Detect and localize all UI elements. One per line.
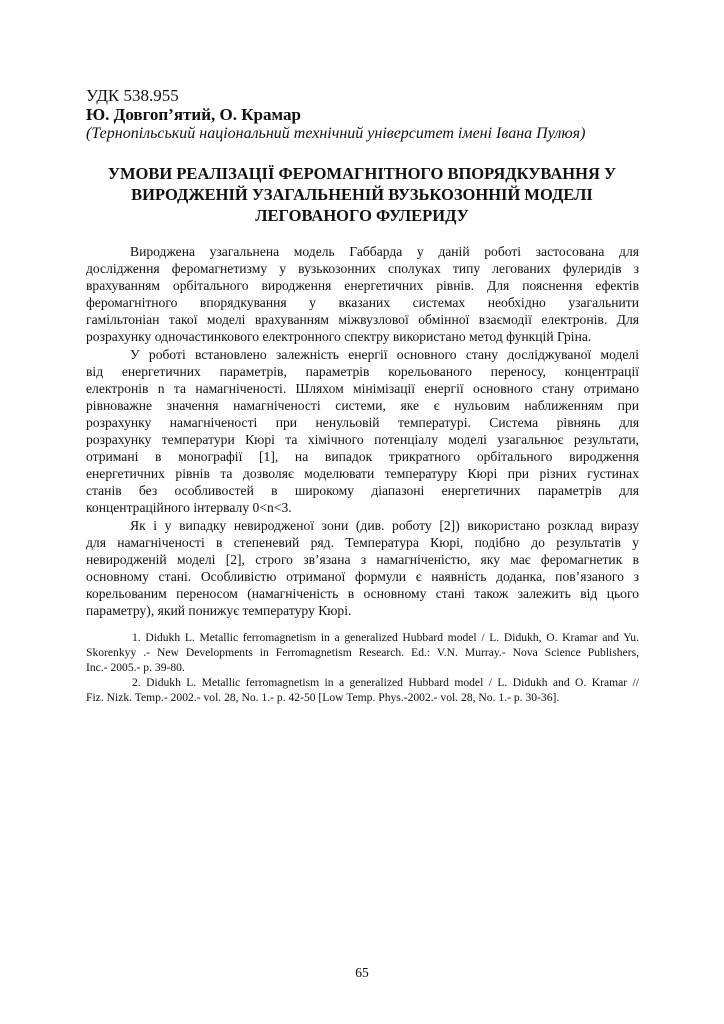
title-line: ЛЕГОВАНОГО ФУЛЕРИДУ (255, 206, 469, 225)
authors: Ю. Довгоп’ятий, О. Крамар (86, 105, 301, 124)
reference-line: Skorenkyy .- New Developments in Ferromagnetism Research. Ed.: V.N. Murray.- Nova Science Publishers, (86, 646, 639, 659)
body-text (86, 243, 639, 619)
text-line: гамільтоніан такої моделі врахуванням міжвузлової обмінної взаємодії електронів. Для (86, 312, 639, 328)
page-number: 65 (355, 965, 369, 980)
paper-header (86, 86, 646, 143)
text-line: параметру), який понижує температуру Кюрі. (86, 602, 352, 618)
text-line: від енергетичних параметрів, параметрів корельованого переносу, концентрації (86, 363, 639, 379)
text-line: розрахунку намагніченості при ненульовій температурі. Система рівнянь для (86, 414, 639, 430)
text-line: для намагніченості в степеневий ряд. Температура Кюрі, подібно до результатів у (86, 534, 639, 550)
text-line: станів без особливостей в широкому діапазоні енергетичних параметрів для (86, 483, 639, 499)
text-line: основному стані. Особливістю отриманої формули є наявність доданка, пов’язаного з (86, 568, 639, 584)
text-line: рівноважне значення намагніченості системи, яке є нульовим наближенням при (86, 397, 639, 413)
reference-line: Inc.- 2005.- p. 39-80. (86, 661, 185, 674)
title-line: УМОВИ РЕАЛІЗАЦІЇ ФЕРОМАГНІТНОГО ВПОРЯДКУВАННЯ У (107, 164, 617, 183)
title-line: ВИРОДЖЕНІЙ УЗАГАЛЬНЕНІЙ ВУЗЬКОЗОННІЙ МОДЕЛІ (131, 185, 593, 204)
text-line: невиродженій моделі [2], строго зв’язана з намагніченістю, яку має феромагнетик в (86, 551, 639, 567)
text-line: отримані в монографії [1], на випадок трикратного орбітального виродження (86, 449, 639, 465)
udk-code: УДК 538.955 (86, 86, 179, 105)
text-line: корельованим переносом (намагніченість в основному стані також залежить від цього (86, 585, 639, 601)
text-line: У роботі встановлено залежність енергії основного стану досліджуваної моделі (130, 346, 639, 362)
text-line: Як і у випадку невиродженої зони (див. роботу [2]) використано розклад виразу (130, 517, 639, 533)
paragraph-3 (86, 517, 639, 620)
text-line: концентраційного інтервалу 0<n<3. (86, 500, 292, 516)
text-line: енергетичних рівнів та дозволяє моделювати температуру Кюрі при різних густинах (86, 466, 639, 482)
text-line: електронів n та намагніченості. Шляхом мінімізації енергії основного стану отримано (86, 380, 639, 396)
text-line: врахуванням орбітального виродження енергетичних рівнів. Для пояснення ефектів (86, 278, 639, 294)
paragraph-1 (86, 243, 639, 346)
text-line: розрахунку одночастинкового електронного спектру використано метод функцій Гріна. (86, 329, 592, 345)
reference-item (86, 675, 639, 705)
text-line: розрахунку температури Кюрі та хімічного потенціалу моделі узагальнює результати, (86, 432, 639, 448)
paper-title (86, 163, 638, 226)
affiliation: (Тернопільський національний технічний університет імені Івана Пулюя) (86, 125, 586, 142)
text-line: Вироджена узагальнена модель Габбарда у даній роботі застосована для (130, 244, 639, 259)
reference-line: Fiz. Nizk. Temp.- 2002.- vol. 28, No. 1.- p. 42-50 [Low Temp. Phys.-2002.- vol. 28, No. 1.- p. 30-36]. (86, 691, 560, 704)
paragraph-2 (86, 346, 639, 517)
text-line: дослідження феромагнетизму у вузькозонних сполуках типу легованих фулеридів з (86, 261, 639, 277)
references (86, 630, 639, 705)
reference-item (86, 630, 639, 675)
text-line: феромагнітного впорядкування у вказаних системах необхідно узагальнити (86, 295, 639, 311)
reference-line: 2. Didukh L. Metallic ferromagnetism in a generalized Hubbard model / L. Didukh and O. Kramar // (132, 676, 639, 689)
reference-line: 1. Didukh L. Metallic ferromagnetism in a generalized Hubbard model / L. Didukh, O. Kramar and Yu. (132, 631, 639, 644)
